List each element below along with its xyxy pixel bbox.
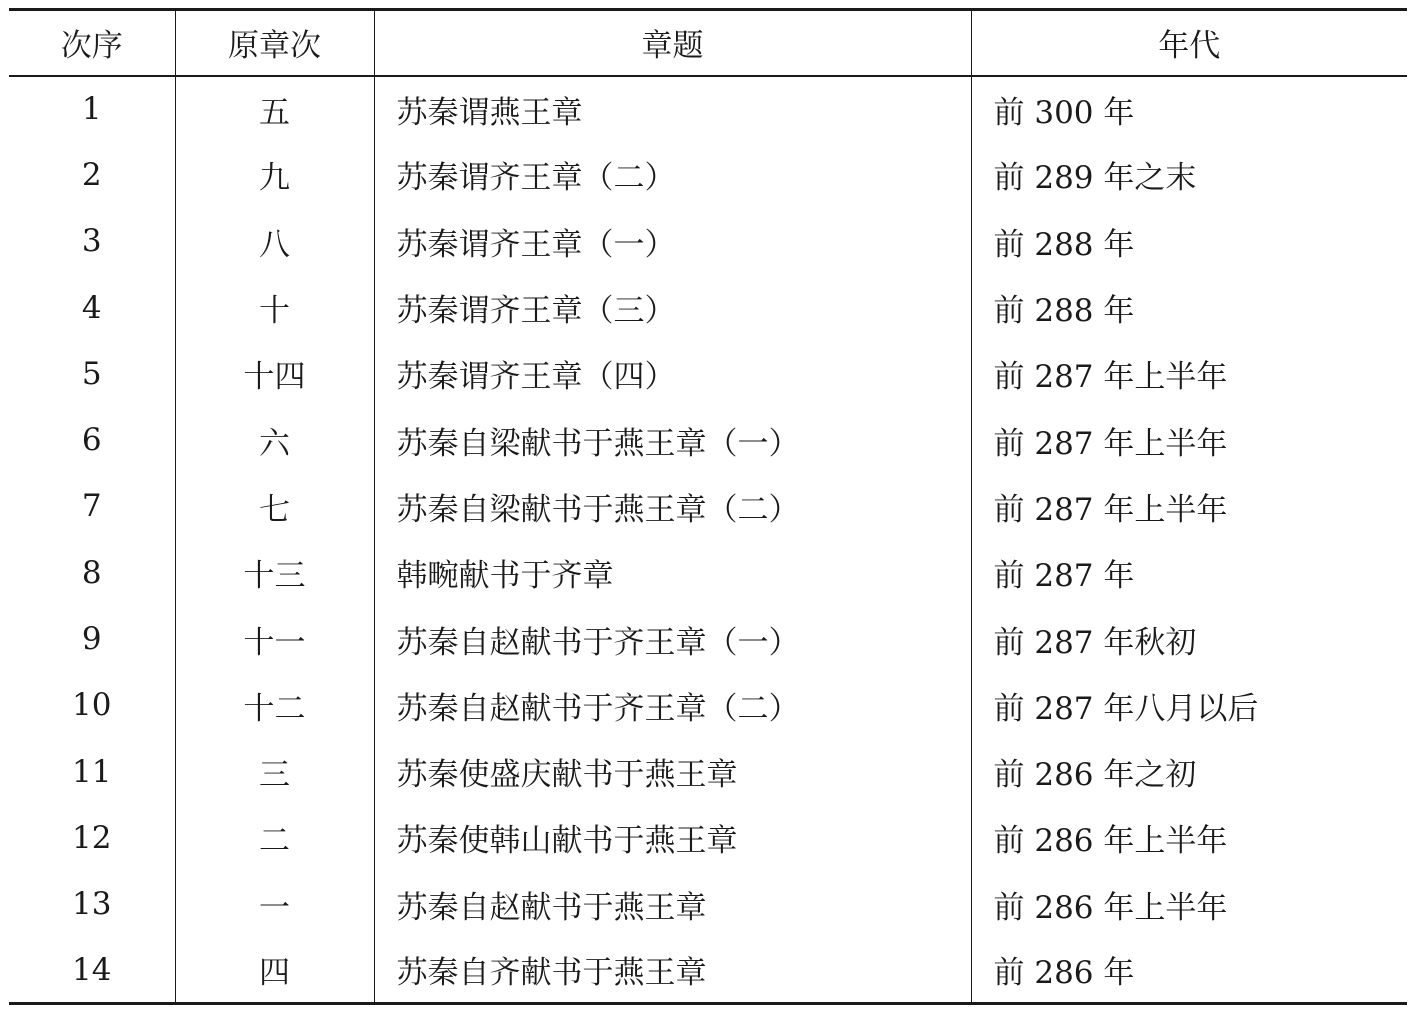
cell-order: 1	[81, 91, 102, 128]
header-original-chapter: 原章次	[175, 10, 374, 76]
cell-order: 7	[81, 488, 102, 525]
cell-original-chapter: 十三	[175, 540, 374, 606]
table-row	[9, 274, 1407, 340]
cell-chapter-title: 苏秦自赵献书于齐王章（一）	[374, 606, 971, 672]
cell-order: 14	[72, 951, 112, 988]
header-order: 次序	[9, 10, 175, 76]
cell-date: 前 300 年	[971, 76, 1407, 142]
cell-order: 12	[72, 819, 112, 856]
table-row	[9, 473, 1407, 539]
cell-original-chapter: 十四	[175, 341, 374, 407]
table-row	[9, 738, 1407, 804]
cell-date: 前 286 年上半年	[971, 871, 1407, 937]
cell-chapter-title: 苏秦自齐献书于燕王章	[374, 937, 971, 1003]
cell-original-chapter: 十	[175, 274, 374, 340]
cell-order: 3	[81, 223, 102, 260]
cell-chapter-title: 苏秦自赵献书于燕王章	[374, 871, 971, 937]
table-row	[9, 606, 1407, 672]
cell-chapter-title: 苏秦谓齐王章（三）	[374, 274, 971, 340]
cell-original-chapter: 一	[175, 871, 374, 937]
cell-order: 2	[81, 156, 102, 193]
cell-original-chapter: 三	[175, 738, 374, 804]
cell-chapter-title: 苏秦自赵献书于齐王章（二）	[374, 672, 971, 738]
cell-date: 前 289 年之末	[971, 142, 1407, 208]
cell-date: 前 286 年	[971, 937, 1407, 1003]
cell-chapter-title: 苏秦使盛庆献书于燕王章	[374, 738, 971, 804]
cell-date: 前 287 年上半年	[971, 473, 1407, 539]
table-row	[9, 208, 1407, 274]
cell-original-chapter: 六	[175, 407, 374, 473]
cell-date: 前 287 年秋初	[971, 606, 1407, 672]
cell-order: 8	[81, 554, 102, 591]
table-row	[9, 407, 1407, 473]
cell-order: 10	[72, 687, 112, 724]
cell-order: 9	[81, 621, 102, 658]
cell-date: 前 287 年八月以后	[971, 672, 1407, 738]
chronology-table-container	[9, 8, 1407, 1005]
table-row	[9, 540, 1407, 606]
cell-chapter-title: 苏秦自梁献书于燕王章（一）	[374, 407, 971, 473]
cell-chapter-title: 苏秦谓燕王章	[374, 76, 971, 142]
table-row	[9, 805, 1407, 871]
header-date: 年代	[971, 10, 1407, 76]
table-header	[9, 10, 1407, 76]
header-row	[9, 10, 1407, 76]
cell-chapter-title: 韩畹献书于齐章	[374, 540, 971, 606]
table-row	[9, 937, 1407, 1003]
cell-original-chapter: 十二	[175, 672, 374, 738]
cell-original-chapter: 五	[175, 76, 374, 142]
table-row	[9, 341, 1407, 407]
cell-date: 前 287 年上半年	[971, 407, 1407, 473]
cell-order: 4	[81, 289, 102, 326]
cell-date: 前 288 年	[971, 208, 1407, 274]
cell-order: 11	[72, 753, 112, 790]
cell-date: 前 286 年上半年	[971, 805, 1407, 871]
cell-original-chapter: 七	[175, 473, 374, 539]
cell-original-chapter: 二	[175, 805, 374, 871]
cell-original-chapter: 八	[175, 208, 374, 274]
cell-order: 6	[81, 422, 102, 459]
cell-chapter-title: 苏秦谓齐王章（二）	[374, 142, 971, 208]
cell-date: 前 287 年	[971, 540, 1407, 606]
chronology-table	[9, 8, 1407, 1005]
cell-original-chapter: 四	[175, 937, 374, 1003]
cell-order: 13	[72, 886, 112, 923]
table-row	[9, 672, 1407, 738]
table-row	[9, 871, 1407, 937]
cell-chapter-title: 苏秦谓齐王章（一）	[374, 208, 971, 274]
cell-original-chapter: 九	[175, 142, 374, 208]
cell-date: 前 286 年之初	[971, 738, 1407, 804]
cell-chapter-title: 苏秦自梁献书于燕王章（二）	[374, 473, 971, 539]
header-chapter-title: 章题	[374, 10, 971, 76]
cell-chapter-title: 苏秦谓齐王章（四）	[374, 341, 971, 407]
table-row	[9, 142, 1407, 208]
cell-original-chapter: 十一	[175, 606, 374, 672]
cell-date: 前 288 年	[971, 274, 1407, 340]
cell-order: 5	[81, 355, 102, 392]
cell-chapter-title: 苏秦使韩山献书于燕王章	[374, 805, 971, 871]
table-row	[9, 76, 1407, 142]
cell-date: 前 287 年上半年	[971, 341, 1407, 407]
table-body	[9, 76, 1407, 1004]
